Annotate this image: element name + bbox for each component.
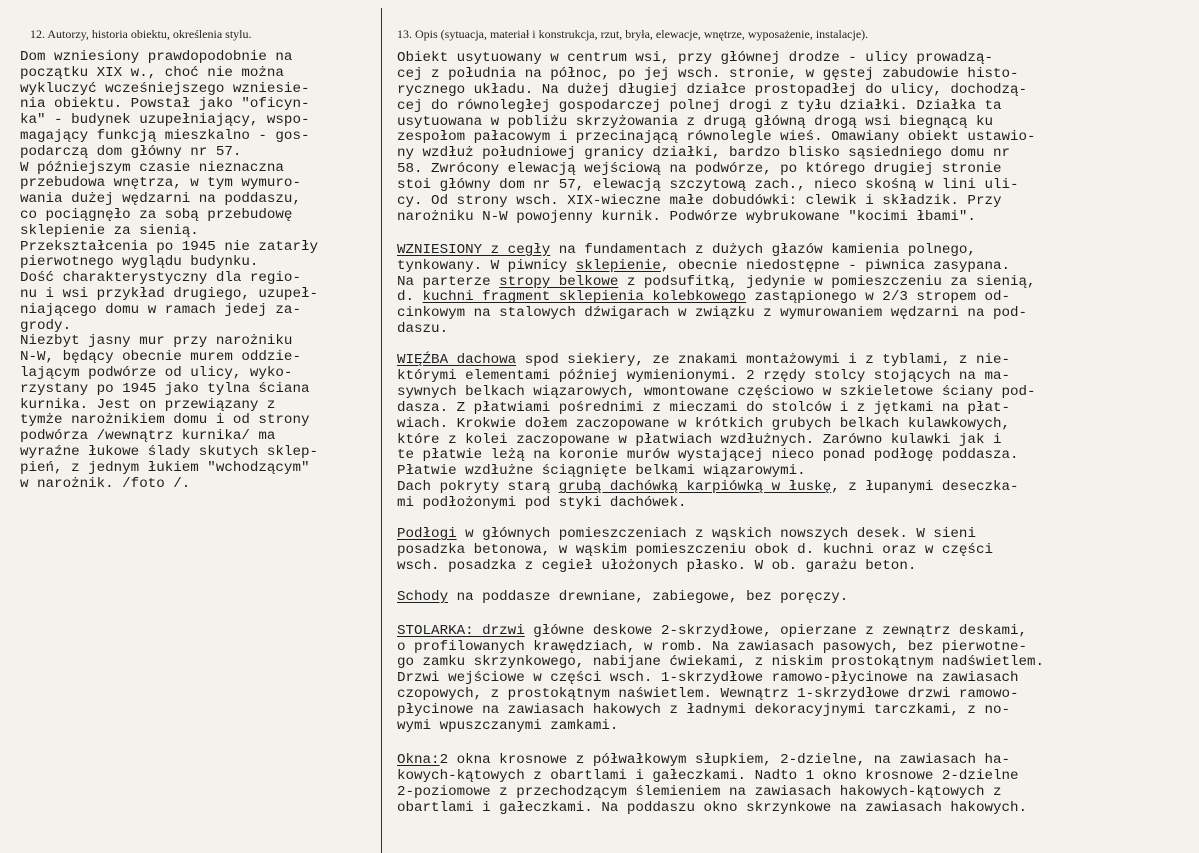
paragraph-roof-truss — [397, 353, 1044, 512]
text-line: posadzka betonowa, w wąskim pomieszczeniu obok d. kuchni oraz w części — [397, 541, 993, 558]
text-line: Podłogi w głównych pomieszczeniach z wąskich nowszych desek. W sieni — [397, 526, 976, 543]
text-line: wania dużej wędzarni na poddaszu, — [20, 191, 301, 208]
text-line: narożniku N-W powojenny kurnik. Podwórze wybrukowane "kocimi łbami". — [397, 208, 976, 225]
text-line: stoi główny dom nr 57, elewacją szczytową zach., nieco skośną w lini uli- — [397, 177, 1019, 194]
text-line: obartlami i gałeczkami. Na poddaszu okno skrzynkowe na zawiasach hakowych. — [397, 799, 1028, 816]
text-line: W późniejszym czasie nieznaczna — [20, 159, 284, 176]
text-line: które z kolei zaczopowane w płatwiach wzdłużnych. Zarówno kulawki jak i — [397, 431, 1002, 448]
text-line: zespołom pałacowym i przecinającą równolegle wieś. Omawiany obiekt ustawio- — [397, 129, 1036, 146]
underlined-term: stropy belkowe — [499, 273, 619, 290]
text-line: wymi wpuszczanymi zamkami. — [397, 717, 619, 734]
text-line: Drzwi wejściowe w części wsch. 1-skrzydłowe ramowo-płycinowe na zawiasach — [397, 670, 1019, 687]
text-line: Dość charakterystyczny dla regio- — [20, 270, 301, 287]
text-line: wykluczyć wcześniejszego wzniesie- — [20, 80, 310, 97]
text-line: wyraźne łukowe ślady skutych sklep- — [20, 443, 318, 460]
text-line: czopowych, z prostokątnym naświetlem. Wewnątrz 1-skrzydłowe drzwi ramowo- — [397, 686, 1019, 703]
underlined-term: STOLARKA: drzwi — [397, 622, 525, 639]
text-line: pień, z jednym łukiem "wchodzącym" — [20, 459, 310, 476]
underlined-term: sklepienie — [575, 257, 661, 274]
text-line: Obiekt usytuowany w centrum wsi, przy głównej drodze - ulicy prowadzą- — [397, 50, 993, 66]
text-line: kurnika. Jest on przewiązany z — [20, 396, 276, 413]
text-line: nia obiektu. Powstał jako "oficyn- — [20, 96, 310, 113]
text-line: początku XIX w., choć nie można — [20, 64, 284, 81]
text-line: cinkowym na stalowych dźwigarach w związku z wymurowaniem wędzarni na pod- — [397, 305, 1028, 322]
text-line: Okna:2 okna krosnowe z półwałkowym słupkiem, 2-dzielne, na zawiasach ha- — [397, 751, 1011, 768]
text-line: ny wzdłuż południowej granicy działki, bardzo blisko sąsiedniego domu nr — [397, 145, 1010, 162]
underlined-term: Schody — [397, 588, 449, 605]
text-line: sywnych belkach wiązarowych, wmontowane częściowo w szkieletowe ściany pod- — [397, 383, 1036, 400]
text-line: ka" - budynek uzupełniający, wspo- — [20, 112, 310, 129]
section-header-13: 13. Opis (sytuacja, materiał i konstrukcja, rzut, bryła, elewacje, wnętrze, wyposażenie, instalacje). — [397, 27, 869, 41]
text-line: N-W, będący obecnie murem oddzie- — [20, 349, 301, 366]
underlined-term: Podłogi — [397, 526, 457, 543]
text-line: Schody na poddasze drewniane, zabiegowe, bez poręczy. — [397, 588, 849, 605]
text-line: podwórza /wewnątrz kurnika/ ma — [20, 428, 276, 445]
text-line: tynkowany. W piwnicy sklepienie, obecnie niedostępne - piwnica zasypana. — [397, 257, 1011, 274]
text-line: go zamku skrzynkowego, nabijane ćwiekami, z niskim prostokątnym nadświetlem. — [397, 654, 1045, 671]
text-line: podarczą dom główny nr 57. — [20, 143, 242, 160]
text-line: magający funkcją mieszkalno - gos- — [20, 127, 310, 144]
underlined-term: grubą dachówką karpiówką w łuskę — [558, 479, 832, 496]
text-line: usytuowana w pobliżu skrzyżowania z drugą główną drogą wsi biegnącą ku — [397, 113, 993, 130]
text-line: kowych-kątowych z obartlami i gałeczkami. Nadto 1 okno krosnowe 2-dzielne — [397, 767, 1019, 784]
column-divider — [381, 8, 382, 853]
text-line: o profilowanych krawędziach, w romb. Na zawiasach pasowych, bez pierwotne- — [397, 638, 1028, 655]
text-line: Przekształcenia po 1945 nie zatarły — [20, 238, 318, 255]
text-line: dasza. Z płatwiami pośrednimi z mieczami do stolców i z jętkami na płat- — [397, 399, 1010, 416]
text-line: te płatwie leżą na koronie murów wystającej nieco ponad podłogę poddasza. — [397, 447, 1019, 464]
text-line: Niezbyt jasny mur przy narożniku — [20, 333, 293, 350]
text-line: tymże narożnikiem domu i od strony — [20, 412, 310, 429]
text-line: daszu. — [397, 321, 449, 338]
text-line: cy. Od strony wsch. XIX-wieczne małe dobudówki: clewik i składzik. Przy — [397, 193, 1002, 210]
text-line: mi podłożonymi pod styki dachówek. — [397, 495, 687, 512]
text-line: Dom wzniesiony prawdopodobnie na — [20, 49, 293, 65]
section-header-12: 12. Autorzy, historia obiektu, określenia stylu. — [30, 27, 252, 41]
text-line: sklepienie za sienią. — [20, 222, 199, 239]
text-line: d. kuchni fragment sklepienia kolebkowego zastąpionego w 2/3 stropem od- — [397, 289, 1011, 306]
description-column — [397, 51, 1044, 816]
paragraph-stairs — [397, 590, 1044, 606]
underlined-term: Okna: — [397, 751, 440, 768]
paragraph-location — [397, 51, 1044, 226]
text-line: WZNIESIONY z cegły na fundamentach z dużych głazów kamienia polnego, — [397, 241, 976, 258]
text-line: rzystany po 1945 jako tylna ściana — [20, 380, 310, 397]
text-line: grody. — [20, 317, 72, 334]
text-line: wiach. Krokwie dołem zaczopowane w krótkich grubych belkach kulawkowych, — [397, 415, 1010, 432]
text-line: Dach pokryty starą grubą dachówką karpiówką w łuskę, z łupanymi deseczka- — [397, 479, 1019, 496]
text-line: pierwotnego wyglądu budynku. — [20, 254, 259, 271]
text-line: przebudowa wnętrza, w tym wymuro- — [20, 175, 301, 192]
underlined-term: WIĘŹBA dachowa — [397, 352, 517, 369]
text-line: wsch. posadzka z cegieł ułożonych płasko. W ob. garażu beton. — [397, 557, 917, 574]
text-line: nu i wsi przykład drugiego, uzupeł- — [20, 285, 318, 302]
text-line: cej z południa na północ, po jej wsch. stronie, w gęstej zabudowie histo- — [397, 65, 1019, 82]
history-column — [20, 50, 318, 492]
text-line: 2-poziomowe z przechodzącym ślemieniem na zawiasach hakowych-kątowych z — [397, 783, 1002, 800]
text-line: niającego domu w ramach jedej za- — [20, 301, 301, 318]
text-line: lającym podwórze od ulicy, wyko- — [20, 364, 293, 381]
text-line: co pociągnęło za sobą przebudowę — [20, 206, 293, 223]
text-line: którymi elementami później wymienionymi. 2 rzędy stolcy stojących na ma- — [397, 368, 1010, 385]
underlined-term: kuchni fragment sklepienia kolebkowego — [422, 289, 747, 306]
text-line: cej do równoległej gospodarczej polnej drogi z tyłu działki. Działka ta — [397, 97, 1002, 114]
paragraph-joinery — [397, 624, 1044, 735]
text-line: rycznego układu. Na dużej długiej działce prostopadłej do ulicy, dochodzą- — [397, 81, 1028, 98]
paragraph-windows — [397, 753, 1044, 817]
text-line: Na parterze stropy belkowe z podsufitką, jedynie w pomieszczeniu za sienią, — [397, 273, 1036, 290]
text-line: Płatwie wzdłużne ściągnięte belkami wiązarowymi. — [397, 463, 806, 480]
text-line: w narożnik. /foto /. — [20, 475, 191, 492]
text-line: STOLARKA: drzwi główne deskowe 2-skrzydłowe, opierzane z zewnątrz deskami, — [397, 622, 1028, 639]
underlined-term: WZNIESIONY z cegły — [397, 241, 551, 258]
paragraph-construction — [397, 243, 1044, 338]
text-line: WIĘŹBA dachowa spod siekiery, ze znakami montażowymi i z tyblami, z nie- — [397, 352, 1011, 369]
paragraph-floors — [397, 527, 1044, 575]
text-line: płycinowe na zawiasach hakowych z ładnymi dekoracyjnymi tarczkami, z no- — [397, 702, 1010, 719]
text-line: 58. Zwrócony elewacją wejściową na podwórze, po którego drugiej stronie — [397, 161, 1002, 178]
